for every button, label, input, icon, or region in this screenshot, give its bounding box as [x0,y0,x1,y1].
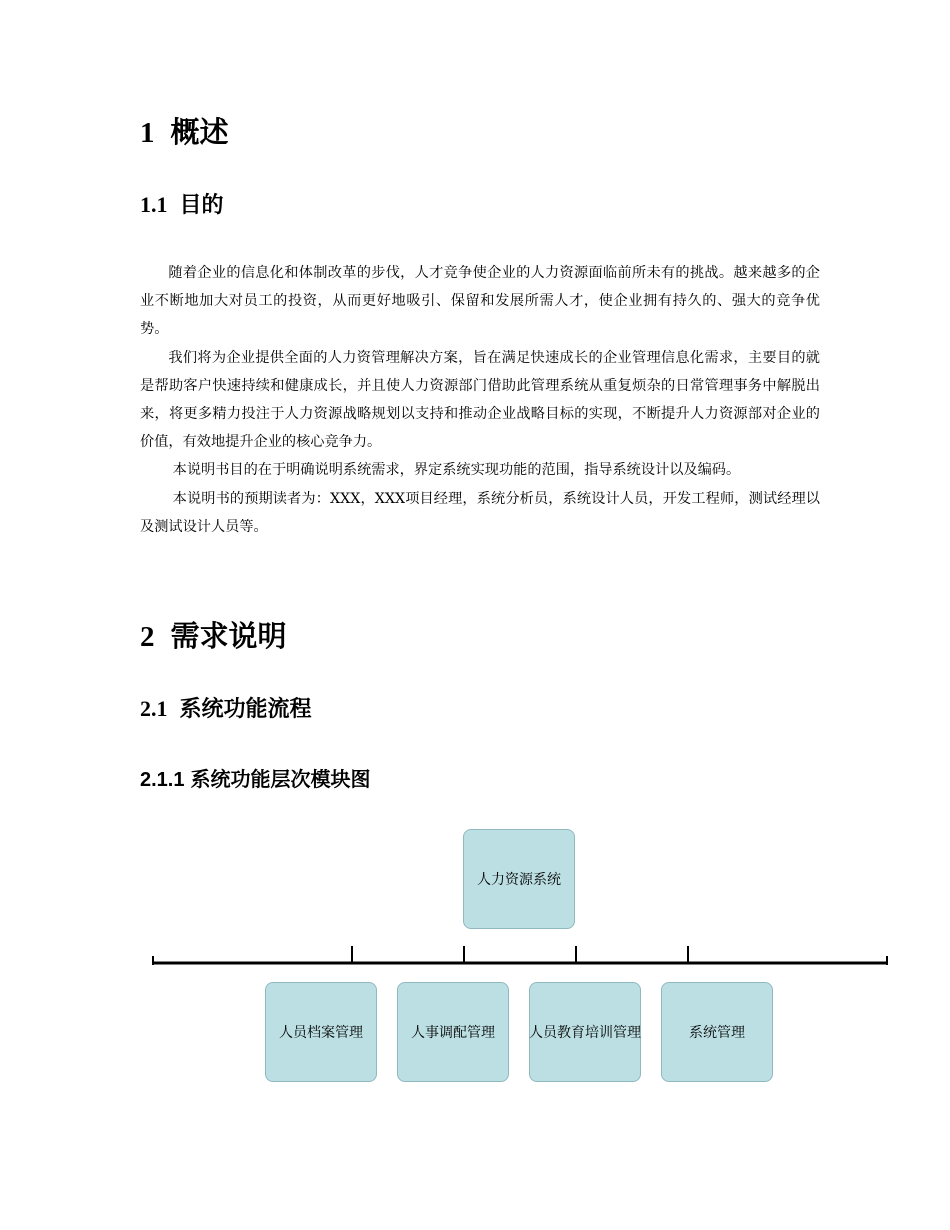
section-2-1-1-heading [140,770,370,790]
section-number: 1 [140,117,155,149]
node-label: 人员档案管理 [279,1025,363,1041]
node-label: 人力资源系统 [477,872,561,888]
purpose-body [140,259,820,541]
section-number: 2.1 [140,696,168,721]
section-title: 概述 [170,115,229,149]
section-title: 系统功能流程 [179,696,312,722]
child-node [529,982,641,1082]
section-number: 1.1 [140,192,168,217]
function-hierarchy-diagram [140,820,900,1100]
child-node [265,982,377,1082]
paragraph: 本说明书的预期读者为：XXX，XXX项目经理，系统分析员，系统设计人员，开发工程师，测试经理以及测试设计人员等。 [140,490,820,535]
section-2-heading [140,619,287,653]
section-number: 2 [140,621,155,653]
section-1-1-heading [140,194,224,216]
section-number: 2.1.1 [140,769,185,791]
node-label: 系统管理 [689,1025,745,1041]
section-1-heading [140,115,229,149]
paragraph: 随着企业的信息化和体制改革的步伐，人才竞争使企业的人力资源面临前所未有的挑战。越来越多的企业不断地加大对员工的投资，从而更好地吸引、保留和发展所需人才，使企业拥有持久的、强大的竞争优势。 [140,265,820,338]
paragraph: 我们将为企业提供全面的人力资管理解决方案，旨在满足快速成长的企业管理信息化需求，主要目的就是帮助客户快速持续和健康成长，并且使人力资源部门借助此管理系统从重复烦杂的日常管理事务中解脱出来，将更多精力投注于人力资源战略规划以支持和推动企业战略目标的实现，不断提升人力资源部对企业的价值，有效地提升企业的核心竞争力。 [140,349,820,451]
root-node [463,829,575,929]
section-title: 系统功能层次模块图 [190,769,371,791]
section-title: 目的 [179,192,224,218]
child-node [661,982,773,1082]
section-2-1-heading [140,698,312,720]
child-node [397,982,509,1082]
section-title: 需求说明 [170,619,287,653]
paragraph: 本说明书目的在于明确说明系统需求，界定系统实现功能的范围，指导系统设计以及编码。 [172,462,741,479]
node-label: 人员教育培训管理 [529,1025,641,1041]
node-label: 人事调配管理 [411,1025,495,1041]
